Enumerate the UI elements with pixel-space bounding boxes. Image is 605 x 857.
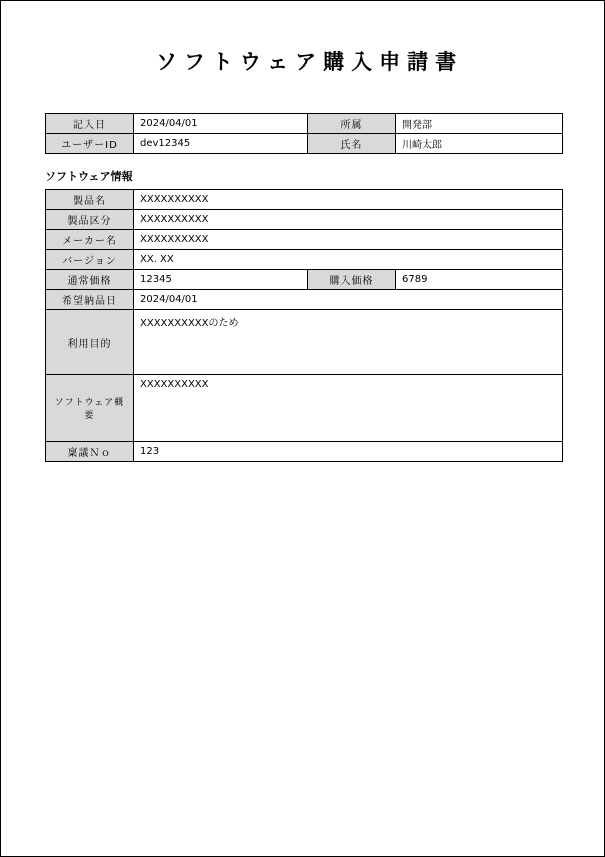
department-value[interactable]: 開発部: [396, 114, 563, 134]
table-row: [46, 290, 563, 310]
software-overview-label: ソフトウェア概要: [46, 375, 134, 442]
table-row: [46, 210, 563, 230]
user-id-label: ユーザーID: [46, 134, 134, 154]
software-info-table: [45, 189, 563, 462]
department-label: 所属: [308, 114, 396, 134]
table-row: [46, 250, 563, 270]
section-heading-software-info: ソフトウェア情報: [45, 170, 133, 183]
version-label: バージョン: [46, 250, 134, 270]
maker-name-value[interactable]: XXXXXXXXXX: [134, 230, 563, 250]
delivery-date-label: 希望納品日: [46, 290, 134, 310]
regular-price-label: 通常価格: [46, 270, 134, 290]
approval-number-value[interactable]: 123: [134, 442, 563, 462]
approval-number-label: 稟議Ｎｏ: [46, 442, 134, 462]
purchase-price-value[interactable]: 6789: [396, 270, 563, 290]
entry-date-label: 記入日: [46, 114, 134, 134]
maker-name-label: メーカー名: [46, 230, 134, 250]
product-category-label: 製品区分: [46, 210, 134, 230]
purchase-price-label: 購入価格: [308, 270, 396, 290]
table-row: [46, 375, 563, 442]
document-body: [1, 113, 604, 462]
purpose-value[interactable]: XXXXXXXXXXのため: [134, 310, 563, 375]
page-title: ソフトウェア購入申請書: [155, 50, 464, 74]
purpose-label: 利用目的: [46, 310, 134, 375]
table-row: [46, 114, 563, 134]
product-category-value[interactable]: XXXXXXXXXX: [134, 210, 563, 230]
user-id-value[interactable]: dev12345: [134, 134, 308, 154]
delivery-date-value[interactable]: 2024/04/01: [134, 290, 563, 310]
name-label: 氏名: [308, 134, 396, 154]
table-row: [46, 134, 563, 154]
version-value[interactable]: XX. XX: [134, 250, 563, 270]
product-name-label: 製品名: [46, 190, 134, 210]
table-row: [46, 190, 563, 210]
entry-date-value[interactable]: 2024/04/01: [134, 114, 308, 134]
table-row: [46, 230, 563, 250]
applicant-info-table: [45, 113, 563, 154]
product-name-value[interactable]: XXXXXXXXXX: [134, 190, 563, 210]
name-value[interactable]: 川崎太郎: [396, 134, 563, 154]
software-overview-value[interactable]: XXXXXXXXXX: [134, 375, 563, 442]
table-row: [46, 442, 563, 462]
regular-price-value[interactable]: 12345: [134, 270, 308, 290]
table-row: [46, 270, 563, 290]
table-row: [46, 310, 563, 375]
